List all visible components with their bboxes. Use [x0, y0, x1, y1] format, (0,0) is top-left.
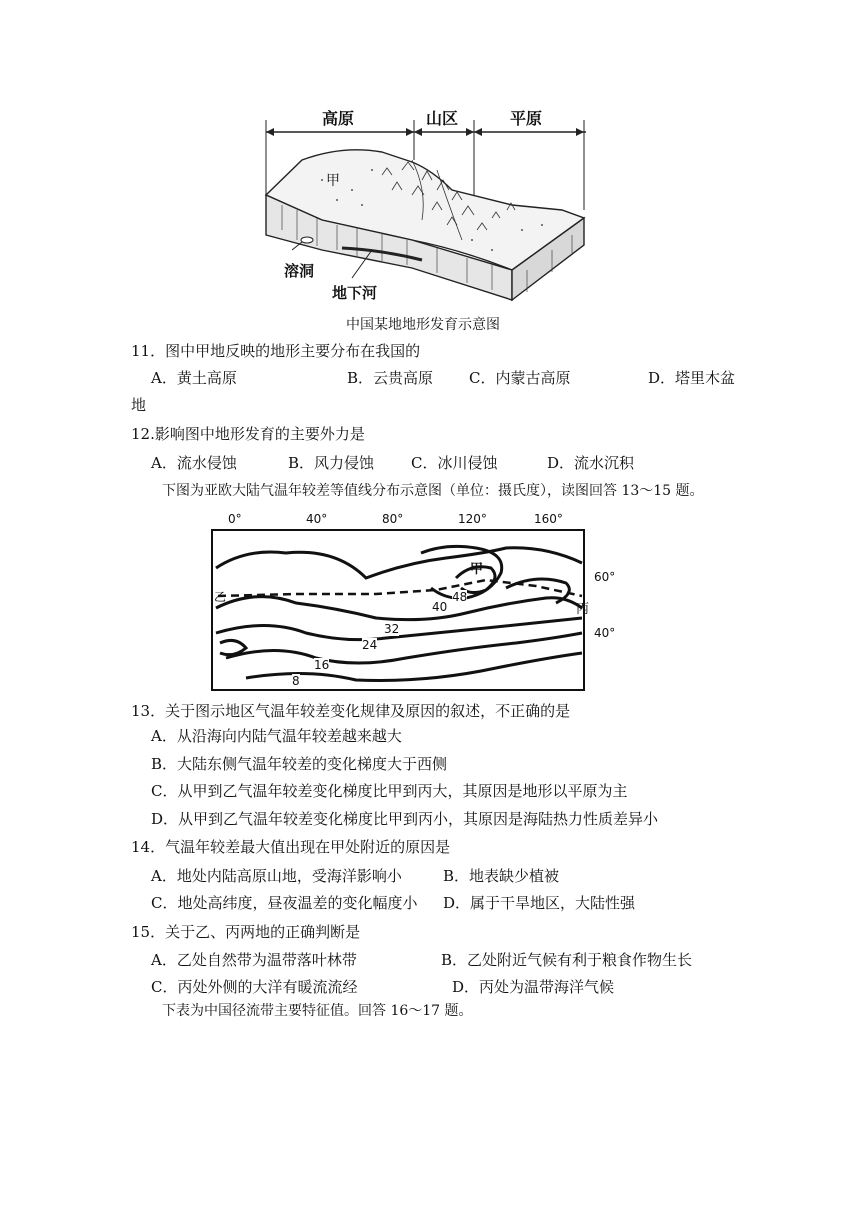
isoline-map [206, 508, 646, 694]
isoline-8: 8 [292, 674, 300, 688]
lon-label-80: 80° [382, 512, 404, 526]
lon-label-0: 0° [228, 512, 242, 526]
intro-13-15: 下图为亚欧大陆气温年较差等值线分布示意图（单位：摄氏度），读图回答 13～15 题。 [162, 483, 704, 499]
label-cave: 溶洞 [284, 262, 315, 280]
q14-option-b: B．地表缺少植被 [443, 867, 560, 885]
q12-option-a: A．流水侵蚀 [151, 454, 237, 472]
q11-option-a: A．黄土高原 [151, 369, 237, 387]
q13-option-c: C．从甲到乙气温年较差变化梯度比甲到丙大，其原因是地形以平原为主 [151, 782, 628, 800]
q13-option-b: B．大陆东侧气温年较差的变化梯度大于西侧 [151, 755, 448, 773]
q15-option-b: B．乙处附近气候有利于粮食作物生长 [441, 951, 693, 969]
q12-stem: 12.影响图中地形发育的主要外力是 [131, 425, 365, 443]
q13-option-d: D．从甲到乙气温年较差变化梯度比甲到丙小，其原因是海陆热力性质差异小 [151, 810, 659, 828]
q12-option-d: D．流水沉积 [547, 454, 635, 472]
intro-16-17: 下表为中国径流带主要特征值。回答 16～17 题。 [162, 1003, 473, 1019]
isoline-40: 40 [432, 600, 448, 614]
q12-option-c: C．冰川侵蚀 [411, 454, 498, 472]
label-mountain: 山区 [426, 109, 459, 128]
point-yi: 乙 [214, 590, 227, 604]
q11-option-c: C．内蒙古高原 [469, 369, 571, 387]
figure1-caption: 中国某地地形发育示意图 [346, 317, 500, 333]
q11-option-d: D．塔里木盆 [648, 369, 736, 387]
isoline-32: 32 [384, 622, 400, 636]
isoline-48: 48 [452, 590, 468, 604]
q14-option-d: D．属于干旱地区，大陆性强 [443, 894, 636, 912]
q13-stem: 13．关于图示地区气温年较差变化规律及原因的叙述，不正确的是 [131, 702, 571, 720]
q13-option-a: A．从沿海向内陆气温年较差越来越大 [151, 727, 402, 745]
q12-option-b: B．风力侵蚀 [288, 454, 375, 472]
point-jia: 甲 [470, 562, 484, 577]
isoline-16: 16 [314, 658, 330, 672]
label-plateau: 高原 [322, 109, 355, 128]
isoline-24: 24 [362, 638, 378, 652]
label-underground-river: 地下河 [332, 284, 378, 302]
lat-label-40: 40° [594, 626, 616, 640]
q15-option-a: A．乙处自然带为温带落叶林带 [151, 951, 357, 969]
label-jia: 甲 [326, 173, 340, 189]
q11-option-d-wrap: 地 [131, 396, 147, 414]
point-bing: 丙 [576, 602, 590, 617]
q14-stem: 14．气温年较差最大值出现在甲处附近的原因是 [131, 838, 451, 856]
label-plain: 平原 [510, 109, 543, 128]
q15-option-d: D．丙处为温带海洋气候 [452, 978, 615, 996]
lon-label-40: 40° [306, 512, 328, 526]
lon-label-160: 160° [534, 512, 563, 526]
q11-option-b: B．云贵高原 [347, 369, 434, 387]
q15-option-c: C．丙处外侧的大洋有暖流流经 [151, 978, 358, 996]
q15-stem: 15．关于乙、丙两地的正确判断是 [131, 923, 361, 941]
landform-figure [262, 100, 592, 310]
q11-stem: 11．图中甲地反映的地形主要分布在我国的 [131, 342, 421, 360]
lon-label-120: 120° [458, 512, 487, 526]
lat-label-60: 60° [594, 570, 616, 584]
q14-option-c: C．地处高纬度，昼夜温差的变化幅度小 [151, 894, 418, 912]
q14-option-a: A．地处内陆高原山地，受海洋影响小 [151, 867, 402, 885]
